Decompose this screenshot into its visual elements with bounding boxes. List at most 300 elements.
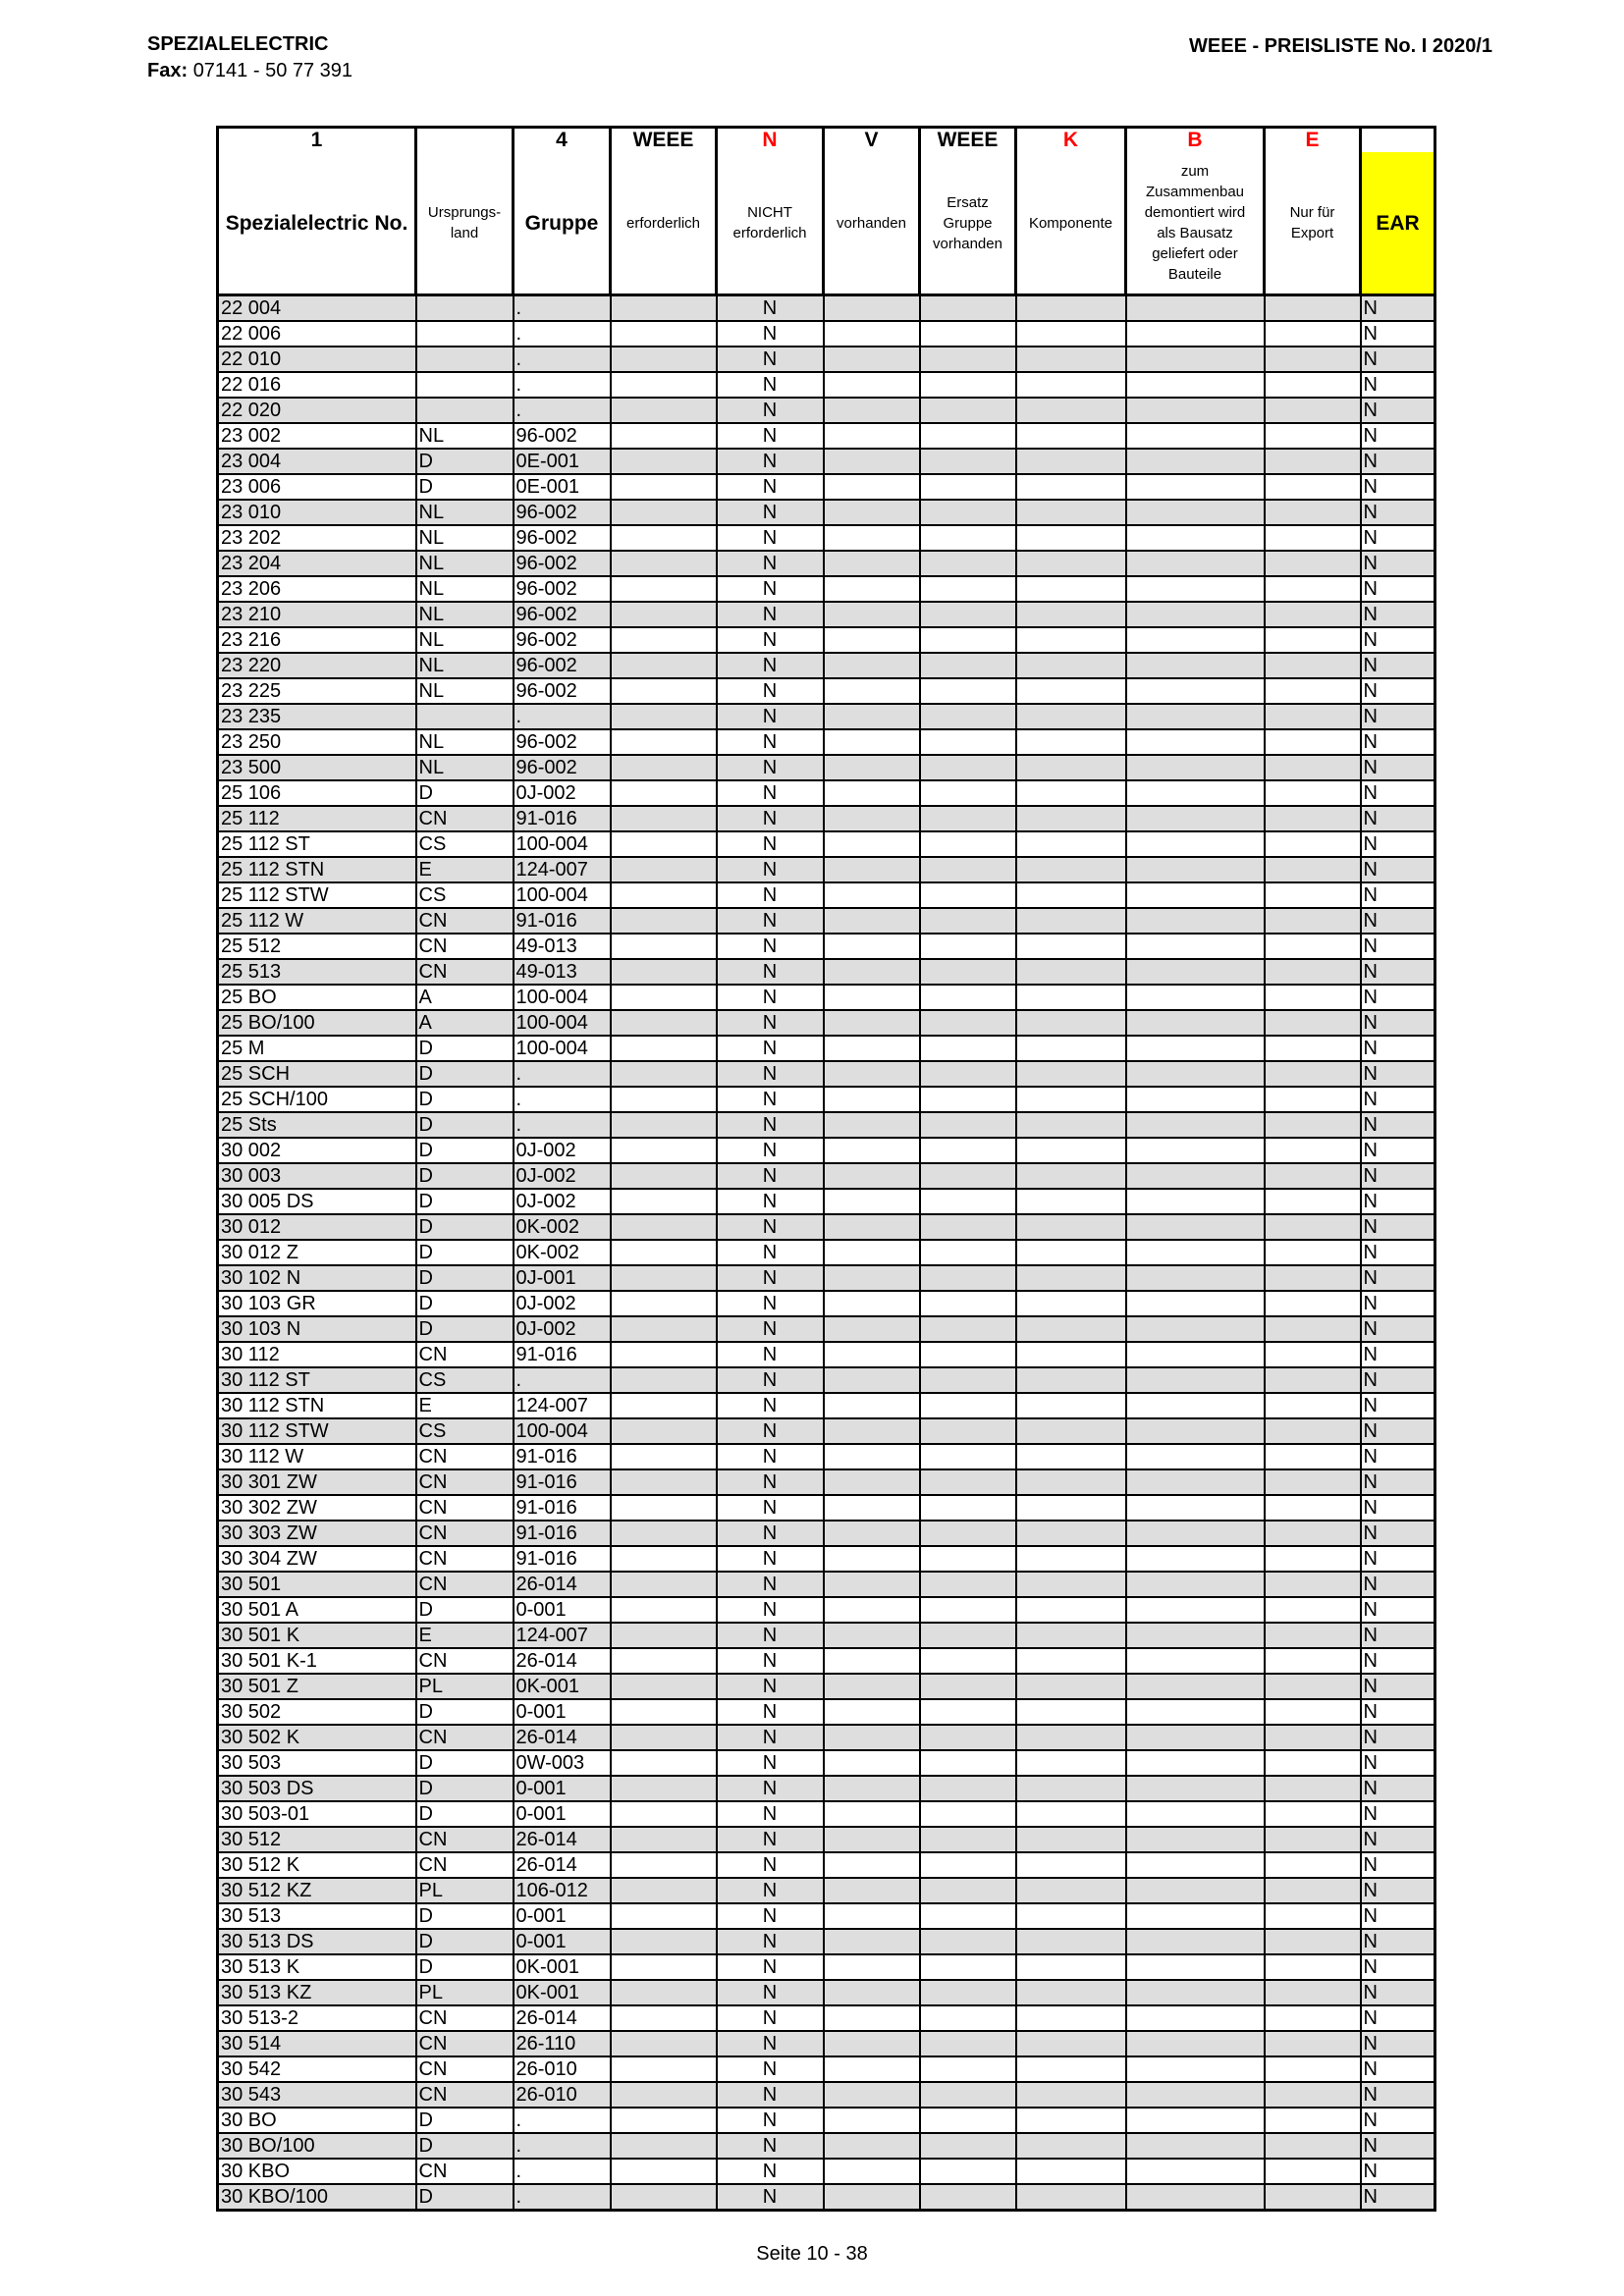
cell-ear: N <box>1361 1112 1435 1138</box>
cell-weee-erforderlich <box>611 780 717 806</box>
col-code-e: E <box>1265 128 1361 153</box>
cell-ersatz-gruppe <box>920 1214 1016 1240</box>
cell-bausatz <box>1126 2108 1265 2133</box>
col-code-k: K <box>1016 128 1126 153</box>
cell-gruppe: 0K-001 <box>514 1980 611 2005</box>
cell-ursprungsland: NL <box>416 500 514 525</box>
cell-nicht-erforderlich: N <box>717 934 824 959</box>
cell-spezialelectric-no: 30 503-01 <box>218 1801 416 1827</box>
cell-nur-export <box>1265 423 1361 449</box>
cell-nicht-erforderlich: N <box>717 1852 824 1878</box>
table-row <box>218 1903 1435 1929</box>
cell-bausatz <box>1126 1291 1265 1316</box>
table-row <box>218 551 1435 576</box>
cell-nicht-erforderlich: N <box>717 1393 824 1418</box>
cell-vorhanden <box>824 1010 920 1036</box>
cell-gruppe: 96-002 <box>514 602 611 627</box>
cell-bausatz <box>1126 525 1265 551</box>
cell-ear: N <box>1361 1061 1435 1087</box>
cell-nur-export <box>1265 1878 1361 1903</box>
cell-ear: N <box>1361 729 1435 755</box>
table-row <box>218 1954 1435 1980</box>
cell-weee-erforderlich <box>611 1163 717 1189</box>
cell-ersatz-gruppe <box>920 1878 1016 1903</box>
cell-komponente <box>1016 1189 1126 1214</box>
cell-ursprungsland: E <box>416 1623 514 1648</box>
cell-nur-export <box>1265 1546 1361 1572</box>
cell-nur-export <box>1265 1367 1361 1393</box>
cell-komponente <box>1016 398 1126 423</box>
cell-nur-export <box>1265 1189 1361 1214</box>
cell-ear: N <box>1361 1572 1435 1597</box>
cell-weee-erforderlich <box>611 576 717 602</box>
cell-vorhanden <box>824 2108 920 2133</box>
col-code-n: N <box>717 128 824 153</box>
cell-gruppe: 91-016 <box>514 908 611 934</box>
cell-weee-erforderlich <box>611 423 717 449</box>
cell-vorhanden <box>824 2159 920 2184</box>
cell-nicht-erforderlich: N <box>717 1546 824 1572</box>
cell-nur-export <box>1265 347 1361 372</box>
cell-ear: N <box>1361 2184 1435 2211</box>
cell-weee-erforderlich <box>611 1521 717 1546</box>
cell-bausatz <box>1126 1801 1265 1827</box>
cell-ear: N <box>1361 1623 1435 1648</box>
cell-ursprungsland: CN <box>416 1572 514 1597</box>
cell-komponente <box>1016 857 1126 882</box>
cell-nicht-erforderlich: N <box>717 908 824 934</box>
cell-nur-export <box>1265 2056 1361 2082</box>
table-row <box>218 474 1435 500</box>
table-row <box>218 1623 1435 1648</box>
cell-weee-erforderlich <box>611 295 717 322</box>
cell-ersatz-gruppe <box>920 1674 1016 1699</box>
cell-spezialelectric-no: 30 302 ZW <box>218 1495 416 1521</box>
cell-vorhanden <box>824 1521 920 1546</box>
table-row <box>218 1367 1435 1393</box>
cell-nur-export <box>1265 2184 1361 2211</box>
price-list-table <box>216 126 1436 2212</box>
cell-ersatz-gruppe <box>920 1469 1016 1495</box>
cell-gruppe: 26-014 <box>514 1572 611 1597</box>
cell-gruppe: 0J-002 <box>514 1316 611 1342</box>
cell-gruppe: 124-007 <box>514 1623 611 1648</box>
cell-ersatz-gruppe <box>920 1240 1016 1265</box>
cell-ersatz-gruppe <box>920 1521 1016 1546</box>
table-row <box>218 1980 1435 2005</box>
cell-weee-erforderlich <box>611 704 717 729</box>
cell-nur-export <box>1265 2031 1361 2056</box>
cell-nur-export <box>1265 1291 1361 1316</box>
cell-nur-export <box>1265 653 1361 678</box>
header-nur-fuer-export: Nur für Export <box>1265 152 1361 295</box>
cell-ersatz-gruppe <box>920 1265 1016 1291</box>
cell-bausatz <box>1126 831 1265 857</box>
cell-komponente <box>1016 1393 1126 1418</box>
cell-weee-erforderlich <box>611 1393 717 1418</box>
cell-weee-erforderlich <box>611 2159 717 2184</box>
cell-komponente <box>1016 1240 1126 1265</box>
cell-vorhanden <box>824 347 920 372</box>
cell-spezialelectric-no: 30 502 K <box>218 1725 416 1750</box>
cell-ersatz-gruppe <box>920 1546 1016 1572</box>
cell-vorhanden <box>824 959 920 985</box>
cell-komponente <box>1016 1623 1126 1648</box>
cell-ersatz-gruppe <box>920 2108 1016 2133</box>
cell-ursprungsland: CN <box>416 1342 514 1367</box>
cell-ersatz-gruppe <box>920 806 1016 831</box>
cell-bausatz <box>1126 627 1265 653</box>
cell-ursprungsland: D <box>416 1316 514 1342</box>
cell-komponente <box>1016 985 1126 1010</box>
cell-ear: N <box>1361 1214 1435 1240</box>
cell-nur-export <box>1265 1342 1361 1367</box>
cell-nicht-erforderlich: N <box>717 398 824 423</box>
col-number-2 <box>416 128 514 153</box>
cell-nicht-erforderlich: N <box>717 1674 824 1699</box>
cell-spezialelectric-no: 30 303 ZW <box>218 1521 416 1546</box>
cell-ursprungsland: E <box>416 857 514 882</box>
cell-gruppe: 26-010 <box>514 2082 611 2108</box>
table-row <box>218 1138 1435 1163</box>
cell-ursprungsland: CN <box>416 2056 514 2082</box>
cell-spezialelectric-no: 30 BO <box>218 2108 416 2133</box>
cell-komponente <box>1016 1444 1126 1469</box>
cell-gruppe: 0K-001 <box>514 1954 611 1980</box>
cell-nicht-erforderlich: N <box>717 1112 824 1138</box>
cell-komponente <box>1016 2082 1126 2108</box>
cell-komponente <box>1016 1469 1126 1495</box>
cell-ear: N <box>1361 2133 1435 2159</box>
cell-gruppe: 0J-002 <box>514 1189 611 1214</box>
cell-spezialelectric-no: 30 513 KZ <box>218 1980 416 2005</box>
cell-bausatz <box>1126 1265 1265 1291</box>
cell-komponente <box>1016 1163 1126 1189</box>
header-ear: EAR <box>1361 152 1435 295</box>
cell-ersatz-gruppe <box>920 1036 1016 1061</box>
cell-ursprungsland: D <box>416 1087 514 1112</box>
cell-nicht-erforderlich: N <box>717 1572 824 1597</box>
cell-ursprungsland: D <box>416 1163 514 1189</box>
table-row <box>218 755 1435 780</box>
cell-vorhanden <box>824 780 920 806</box>
cell-spezialelectric-no: 23 202 <box>218 525 416 551</box>
cell-nicht-erforderlich: N <box>717 1061 824 1087</box>
cell-komponente <box>1016 295 1126 322</box>
cell-ear: N <box>1361 1240 1435 1265</box>
cell-spezialelectric-no: 30 KBO <box>218 2159 416 2184</box>
page-number: Seite 10 - 38 <box>756 2243 868 2265</box>
cell-nur-export <box>1265 704 1361 729</box>
cell-vorhanden <box>824 1572 920 1597</box>
cell-vorhanden <box>824 1903 920 1929</box>
cell-vorhanden <box>824 806 920 831</box>
table-row <box>218 1827 1435 1852</box>
cell-nur-export <box>1265 2108 1361 2133</box>
cell-spezialelectric-no: 25 SCH <box>218 1061 416 1087</box>
cell-bausatz <box>1126 1087 1265 1112</box>
cell-nur-export <box>1265 2005 1361 2031</box>
cell-komponente <box>1016 1572 1126 1597</box>
table-row <box>218 2005 1435 2031</box>
cell-gruppe: 100-004 <box>514 1418 611 1444</box>
cell-ersatz-gruppe <box>920 1138 1016 1163</box>
cell-komponente <box>1016 1750 1126 1776</box>
cell-spezialelectric-no: 30 103 GR <box>218 1291 416 1316</box>
table-row <box>218 1010 1435 1036</box>
cell-komponente <box>1016 831 1126 857</box>
cell-ear: N <box>1361 1648 1435 1674</box>
cell-spezialelectric-no: 30 112 W <box>218 1444 416 1469</box>
cell-komponente <box>1016 1903 1126 1929</box>
cell-gruppe: 0J-002 <box>514 1163 611 1189</box>
cell-bausatz <box>1126 1572 1265 1597</box>
cell-ursprungsland: CN <box>416 1495 514 1521</box>
cell-bausatz <box>1126 1980 1265 2005</box>
table-row <box>218 1265 1435 1291</box>
cell-ear: N <box>1361 2159 1435 2184</box>
table-row <box>218 398 1435 423</box>
cell-weee-erforderlich <box>611 1418 717 1444</box>
table-row <box>218 2159 1435 2184</box>
cell-gruppe: 0W-003 <box>514 1750 611 1776</box>
cell-gruppe: 100-004 <box>514 985 611 1010</box>
cell-ersatz-gruppe <box>920 1699 1016 1725</box>
cell-nur-export <box>1265 551 1361 576</box>
cell-ear: N <box>1361 398 1435 423</box>
cell-nur-export <box>1265 1623 1361 1648</box>
cell-vorhanden <box>824 1316 920 1342</box>
table-row <box>218 831 1435 857</box>
cell-nur-export <box>1265 1572 1361 1597</box>
cell-bausatz <box>1126 908 1265 934</box>
cell-ear: N <box>1361 1036 1435 1061</box>
cell-ersatz-gruppe <box>920 1597 1016 1623</box>
cell-nur-export <box>1265 831 1361 857</box>
cell-ersatz-gruppe <box>920 449 1016 474</box>
cell-ersatz-gruppe <box>920 678 1016 704</box>
cell-nur-export <box>1265 449 1361 474</box>
cell-komponente <box>1016 678 1126 704</box>
cell-spezialelectric-no: 30 501 Z <box>218 1674 416 1699</box>
cell-komponente <box>1016 1061 1126 1087</box>
table-row <box>218 602 1435 627</box>
cell-komponente <box>1016 2184 1126 2211</box>
cell-weee-erforderlich <box>611 1265 717 1291</box>
cell-spezialelectric-no: 25 M <box>218 1036 416 1061</box>
cell-gruppe: 96-002 <box>514 525 611 551</box>
table-row <box>218 1878 1435 1903</box>
cell-nur-export <box>1265 678 1361 704</box>
cell-ear: N <box>1361 627 1435 653</box>
cell-weee-erforderlich <box>611 2031 717 2056</box>
cell-weee-erforderlich <box>611 1087 717 1112</box>
cell-ear: N <box>1361 780 1435 806</box>
cell-ersatz-gruppe <box>920 985 1016 1010</box>
cell-ear: N <box>1361 1418 1435 1444</box>
cell-nur-export <box>1265 2133 1361 2159</box>
cell-ersatz-gruppe <box>920 831 1016 857</box>
table-row <box>218 780 1435 806</box>
cell-ersatz-gruppe <box>920 1954 1016 1980</box>
cell-weee-erforderlich <box>611 500 717 525</box>
table-row <box>218 576 1435 602</box>
cell-spezialelectric-no: 30 512 K <box>218 1852 416 1878</box>
cell-bausatz <box>1126 1393 1265 1418</box>
cell-ersatz-gruppe <box>920 551 1016 576</box>
cell-weee-erforderlich <box>611 1750 717 1776</box>
cell-gruppe: 0K-002 <box>514 1240 611 1265</box>
table-row <box>218 321 1435 347</box>
cell-weee-erforderlich <box>611 2108 717 2133</box>
cell-nicht-erforderlich: N <box>717 678 824 704</box>
cell-ersatz-gruppe <box>920 755 1016 780</box>
cell-ursprungsland: PL <box>416 1674 514 1699</box>
table-row <box>218 959 1435 985</box>
cell-ursprungsland: CN <box>416 806 514 831</box>
cell-ersatz-gruppe <box>920 2159 1016 2184</box>
cell-ursprungsland <box>416 704 514 729</box>
cell-gruppe: 96-002 <box>514 678 611 704</box>
cell-nicht-erforderlich: N <box>717 1980 824 2005</box>
cell-ear: N <box>1361 2082 1435 2108</box>
table-row <box>218 1801 1435 1827</box>
cell-komponente <box>1016 1112 1126 1138</box>
cell-nicht-erforderlich: N <box>717 1878 824 1903</box>
cell-bausatz <box>1126 500 1265 525</box>
cell-spezialelectric-no: 30 513 K <box>218 1954 416 1980</box>
cell-spezialelectric-no: 30 503 <box>218 1750 416 1776</box>
cell-weee-erforderlich <box>611 1036 717 1061</box>
cell-ersatz-gruppe <box>920 1852 1016 1878</box>
cell-ear: N <box>1361 1852 1435 1878</box>
cell-weee-erforderlich <box>611 1776 717 1801</box>
cell-ear: N <box>1361 2031 1435 2056</box>
cell-komponente <box>1016 729 1126 755</box>
cell-weee-erforderlich <box>611 525 717 551</box>
cell-nur-export <box>1265 1112 1361 1138</box>
cell-ear: N <box>1361 321 1435 347</box>
cell-weee-erforderlich <box>611 1240 717 1265</box>
cell-vorhanden <box>824 372 920 398</box>
cell-weee-erforderlich <box>611 882 717 908</box>
cell-spezialelectric-no: 30 005 DS <box>218 1189 416 1214</box>
cell-ersatz-gruppe <box>920 1418 1016 1444</box>
cell-ursprungsland: CN <box>416 1725 514 1750</box>
cell-ear: N <box>1361 1367 1435 1393</box>
cell-ersatz-gruppe <box>920 1572 1016 1597</box>
cell-ear: N <box>1361 295 1435 322</box>
cell-vorhanden <box>824 1699 920 1725</box>
cell-nur-export <box>1265 1036 1361 1061</box>
cell-gruppe: 100-004 <box>514 1036 611 1061</box>
cell-bausatz <box>1126 678 1265 704</box>
cell-spezialelectric-no: 23 220 <box>218 653 416 678</box>
cell-vorhanden <box>824 755 920 780</box>
cell-nicht-erforderlich: N <box>717 1291 824 1316</box>
cell-ear: N <box>1361 959 1435 985</box>
cell-bausatz <box>1126 321 1265 347</box>
cell-vorhanden <box>824 295 920 322</box>
cell-ursprungsland: D <box>416 1954 514 1980</box>
cell-nur-export <box>1265 1699 1361 1725</box>
table-row <box>218 627 1435 653</box>
cell-weee-erforderlich <box>611 449 717 474</box>
table-row <box>218 500 1435 525</box>
cell-nur-export <box>1265 1393 1361 1418</box>
cell-ursprungsland: NL <box>416 576 514 602</box>
cell-ear: N <box>1361 449 1435 474</box>
cell-spezialelectric-no: 25 112 W <box>218 908 416 934</box>
cell-bausatz <box>1126 1036 1265 1061</box>
cell-nicht-erforderlich: N <box>717 1929 824 1954</box>
cell-komponente <box>1016 1265 1126 1291</box>
cell-gruppe: . <box>514 704 611 729</box>
cell-nur-export <box>1265 1495 1361 1521</box>
cell-spezialelectric-no: 30 503 DS <box>218 1776 416 1801</box>
cell-vorhanden <box>824 576 920 602</box>
cell-weee-erforderlich <box>611 1444 717 1469</box>
cell-nur-export <box>1265 1597 1361 1623</box>
cell-nicht-erforderlich: N <box>717 1138 824 1163</box>
cell-nicht-erforderlich: N <box>717 1367 824 1393</box>
cell-bausatz <box>1126 1623 1265 1648</box>
cell-ear: N <box>1361 1827 1435 1852</box>
cell-spezialelectric-no: 30 012 <box>218 1214 416 1240</box>
cell-vorhanden <box>824 1036 920 1061</box>
cell-nicht-erforderlich: N <box>717 347 824 372</box>
cell-nicht-erforderlich: N <box>717 1827 824 1852</box>
cell-nur-export <box>1265 474 1361 500</box>
cell-ursprungsland: CS <box>416 1418 514 1444</box>
cell-ear: N <box>1361 1444 1435 1469</box>
cell-komponente <box>1016 474 1126 500</box>
cell-ear: N <box>1361 1878 1435 1903</box>
cell-spezialelectric-no: 30 102 N <box>218 1265 416 1291</box>
cell-spezialelectric-no: 30 542 <box>218 2056 416 2082</box>
cell-nicht-erforderlich: N <box>717 1725 824 1750</box>
cell-ursprungsland: NL <box>416 551 514 576</box>
cell-weee-erforderlich <box>611 1572 717 1597</box>
cell-nur-export <box>1265 1265 1361 1291</box>
cell-komponente <box>1016 1418 1126 1444</box>
cell-nur-export <box>1265 398 1361 423</box>
cell-ersatz-gruppe <box>920 934 1016 959</box>
cell-spezialelectric-no: 25 112 ST <box>218 831 416 857</box>
cell-spezialelectric-no: 30 513 <box>218 1903 416 1929</box>
table-row <box>218 449 1435 474</box>
table-row <box>218 1214 1435 1240</box>
cell-vorhanden <box>824 1776 920 1801</box>
cell-ersatz-gruppe <box>920 653 1016 678</box>
cell-ersatz-gruppe <box>920 627 1016 653</box>
cell-nur-export <box>1265 1214 1361 1240</box>
table-row <box>218 1776 1435 1801</box>
cell-gruppe: 26-014 <box>514 1648 611 1674</box>
cell-komponente <box>1016 423 1126 449</box>
table-row <box>218 1852 1435 1878</box>
cell-spezialelectric-no: 23 225 <box>218 678 416 704</box>
cell-nur-export <box>1265 295 1361 322</box>
table-row <box>218 295 1435 322</box>
cell-komponente <box>1016 1036 1126 1061</box>
cell-nur-export <box>1265 1827 1361 1852</box>
cell-komponente <box>1016 1291 1126 1316</box>
cell-ursprungsland: D <box>416 1291 514 1316</box>
cell-spezialelectric-no: 25 BO <box>218 985 416 1010</box>
cell-spezialelectric-no: 30 512 KZ <box>218 1878 416 1903</box>
col-code-b: B <box>1126 128 1265 153</box>
